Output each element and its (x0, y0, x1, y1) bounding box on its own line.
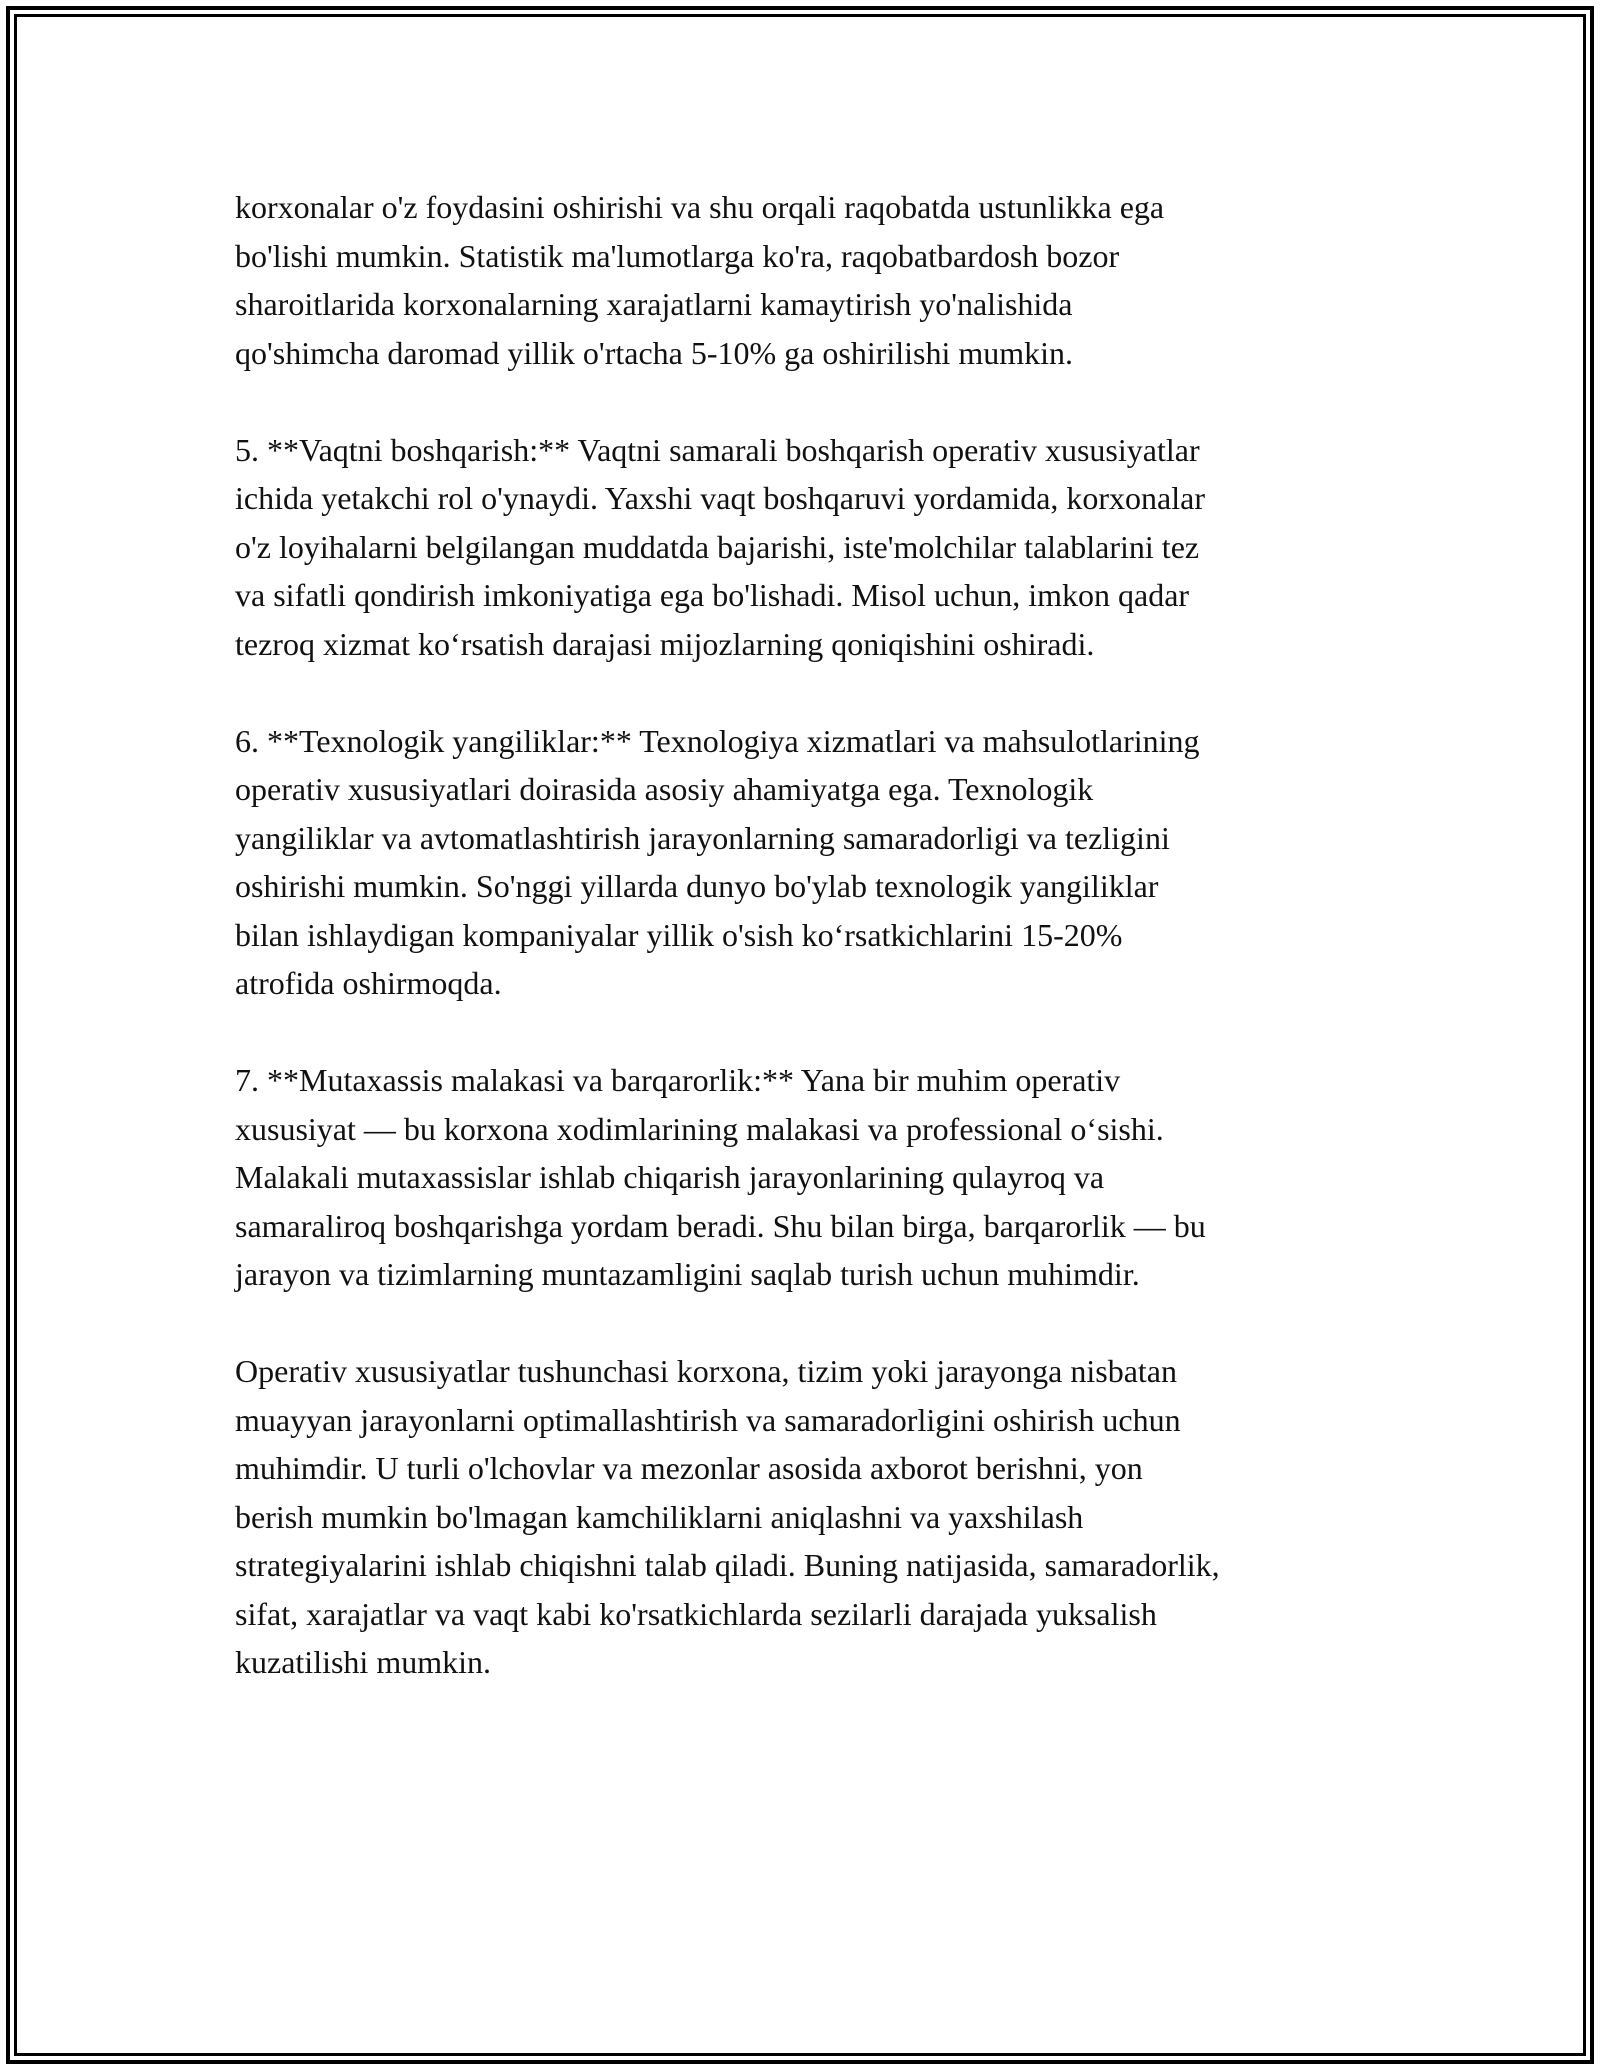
text-line: muayyan jarayonlarni optimallashtirish va samaradorligini oshirish uchun (235, 1401, 1181, 1438)
paragraph-conclusion (235, 1347, 1385, 1687)
text-line: 5. **Vaqtni boshqarish:** Vaqtni samarali boshqarish operativ xususiyatlar (235, 431, 1200, 468)
text-line: kuzatilishi mumkin. (235, 1644, 491, 1680)
paragraph-tech-innovation (235, 717, 1385, 1008)
text-line: 7. **Mutaxassis malakasi va barqarorlik:** Yana bir muhim operativ (235, 1062, 1121, 1098)
text-line: oshirishi mumkin. So'nggi yillarda dunyo bo'ylab texnologik yangiliklar (235, 868, 1159, 904)
text-line: yangiliklar va avtomatlashtirish jarayonlarning samaradorligi va tezligini (235, 819, 1170, 856)
document-body (235, 183, 1385, 1735)
text-line: va sifatli qondirish imkoniyatiga ega bo'lishadi. Misol uchun, imkon qadar (235, 577, 1190, 613)
text-line: bo'lishi mumkin. Statistik ma'lumotlarga ko'ra, raqobatbardosh bozor (235, 237, 1120, 274)
text-line: 6. **Texnologik yangiliklar:** Texnologiya xizmatlari va mahsulotlarining (235, 722, 1200, 759)
text-line: xususiyat — bu korxona xodimlarining malakasi va professional o‘sishi. (235, 1110, 1164, 1147)
paragraph-specialist-skills (235, 1056, 1385, 1299)
text-line: strategiyalarini ishlab chiqishni talab qiladi. Buning natijasida, samaradorlik, (235, 1547, 1220, 1583)
text-line: operativ xususiyatlari doirasida asosiy ahamiyatga ega. Texnologik (235, 771, 1094, 807)
text-line: sharoitlarida korxonalarning xarajatlarni kamaytirish yo'nalishida (235, 286, 1073, 322)
text-line: korxonalar o'z foydasini oshirishi va shu orqali raqobatda ustunlikka ega (235, 189, 1165, 225)
paragraph-time-management (235, 426, 1385, 669)
text-line: Operativ xususiyatlar tushunchasi korxona, tizim yoki jarayonga nisbatan (235, 1353, 1177, 1389)
text-line: muhimdir. U turli o'lchovlar va mezonlar asosida axborot berishni, yon (235, 1450, 1143, 1486)
text-line: berish mumkin bo'lmagan kamchiliklarni aniqlashni va yaxshilash (235, 1498, 1084, 1535)
paragraph-cost-reduction (235, 183, 1385, 377)
text-line: atrofida oshirmoqda. (235, 965, 502, 1001)
text-line: Malakali mutaxassislar ishlab chiqarish jarayonlarining qulayroq va (235, 1159, 1105, 1195)
text-line: samaraliroq boshqarishga yordam beradi. Shu bilan birga, barqarorlik — bu (235, 1207, 1206, 1244)
text-line: o'z loyihalarni belgilangan muddatda bajarishi, iste'molchilar talablarini tez (235, 528, 1200, 565)
text-line: qo'shimcha daromad yillik o'rtacha 5-10% ga oshirilishi mumkin. (235, 334, 1074, 371)
text-line: bilan ishlaydigan kompaniyalar yillik o'sish ko‘rsatkichlarini 15-20% (235, 916, 1123, 953)
text-line: sifat, xarajatlar va vaqt kabi ko'rsatkichlarda sezilarli darajada yuksalish (235, 1595, 1157, 1632)
text-line: tezroq xizmat ko‘rsatish darajasi mijozlarning qoniqishini oshiradi. (235, 625, 1095, 662)
text-line: ichida yetakchi rol o'ynaydi. Yaxshi vaqt boshqaruvi yordamida, korxonalar (235, 480, 1205, 516)
text-line: jarayon va tizimlarning muntazamligini saqlab turish uchun muhimdir. (235, 1256, 1140, 1292)
